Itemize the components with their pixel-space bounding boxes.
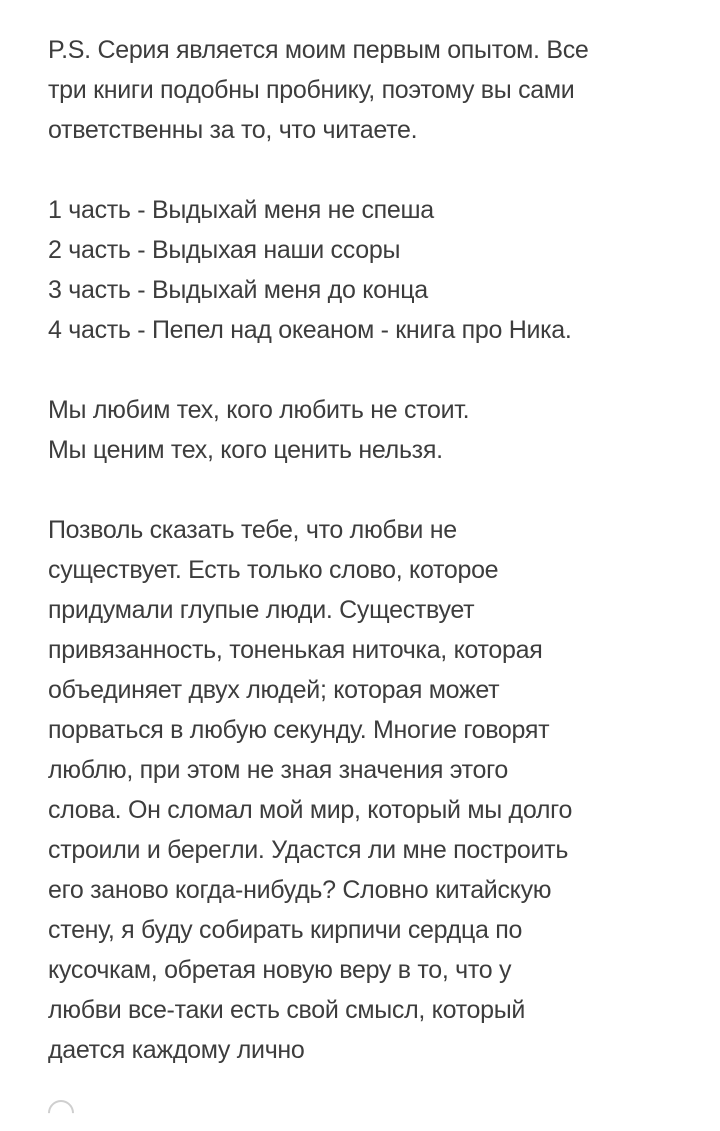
paragraph-quote xyxy=(48,390,688,470)
paragraph-preface xyxy=(48,30,688,150)
paragraph-series-parts xyxy=(48,190,688,350)
series-part-4: 4 часть - Пепел над океаном - книга про Ника. xyxy=(48,316,572,344)
series-part-3: 3 часть - Выдыхай меня до конца xyxy=(48,276,428,304)
text-line: строили и берегли. Удастся ли мне построить xyxy=(48,836,569,864)
text-line: ответственны за то, что читаете. xyxy=(48,116,418,144)
text-line: придумали глупые люди. Существует xyxy=(48,596,475,624)
text-line: существует. Есть только слово, которое xyxy=(48,556,499,584)
text-line: дается каждому лично xyxy=(48,1036,305,1064)
text-line: стену, я буду собирать кирпичи сердца по xyxy=(48,916,523,944)
text-line: привязанность, тоненькая ниточка, которая xyxy=(48,636,543,664)
text-line: слова. Он сломал мой мир, который мы долго xyxy=(48,796,573,824)
text-line: порваться в любую секунду. Многие говорят xyxy=(48,716,550,744)
text-line: Мы любим тех, кого любить не стоит. xyxy=(48,396,470,424)
reader-text xyxy=(48,30,688,1110)
text-line: три книги подобны пробнику, поэтому вы сами xyxy=(48,76,575,104)
text-line: Позволь сказать тебе, что любви не xyxy=(48,516,457,544)
text-line: Мы ценим тех, кого ценить нельзя. xyxy=(48,436,443,464)
series-part-1: 1 часть - Выдыхай меня не спеша xyxy=(48,196,434,224)
text-line: P.S. Серия является моим первым опытом. Все xyxy=(48,36,589,64)
text-line: его заново когда-нибудь? Словно китайскую xyxy=(48,876,552,904)
text-line: объединяет двух людей; которая может xyxy=(48,676,500,704)
text-line: кусочкам, обретая новую веру в то, что у xyxy=(48,956,512,984)
text-line: люблю, при этом не зная значения этого xyxy=(48,756,508,784)
paragraph-main xyxy=(48,510,688,1070)
series-part-2: 2 часть - Выдыхая наши ссоры xyxy=(48,236,401,264)
text-line: любви все-таки есть свой смысл, который xyxy=(48,996,526,1024)
